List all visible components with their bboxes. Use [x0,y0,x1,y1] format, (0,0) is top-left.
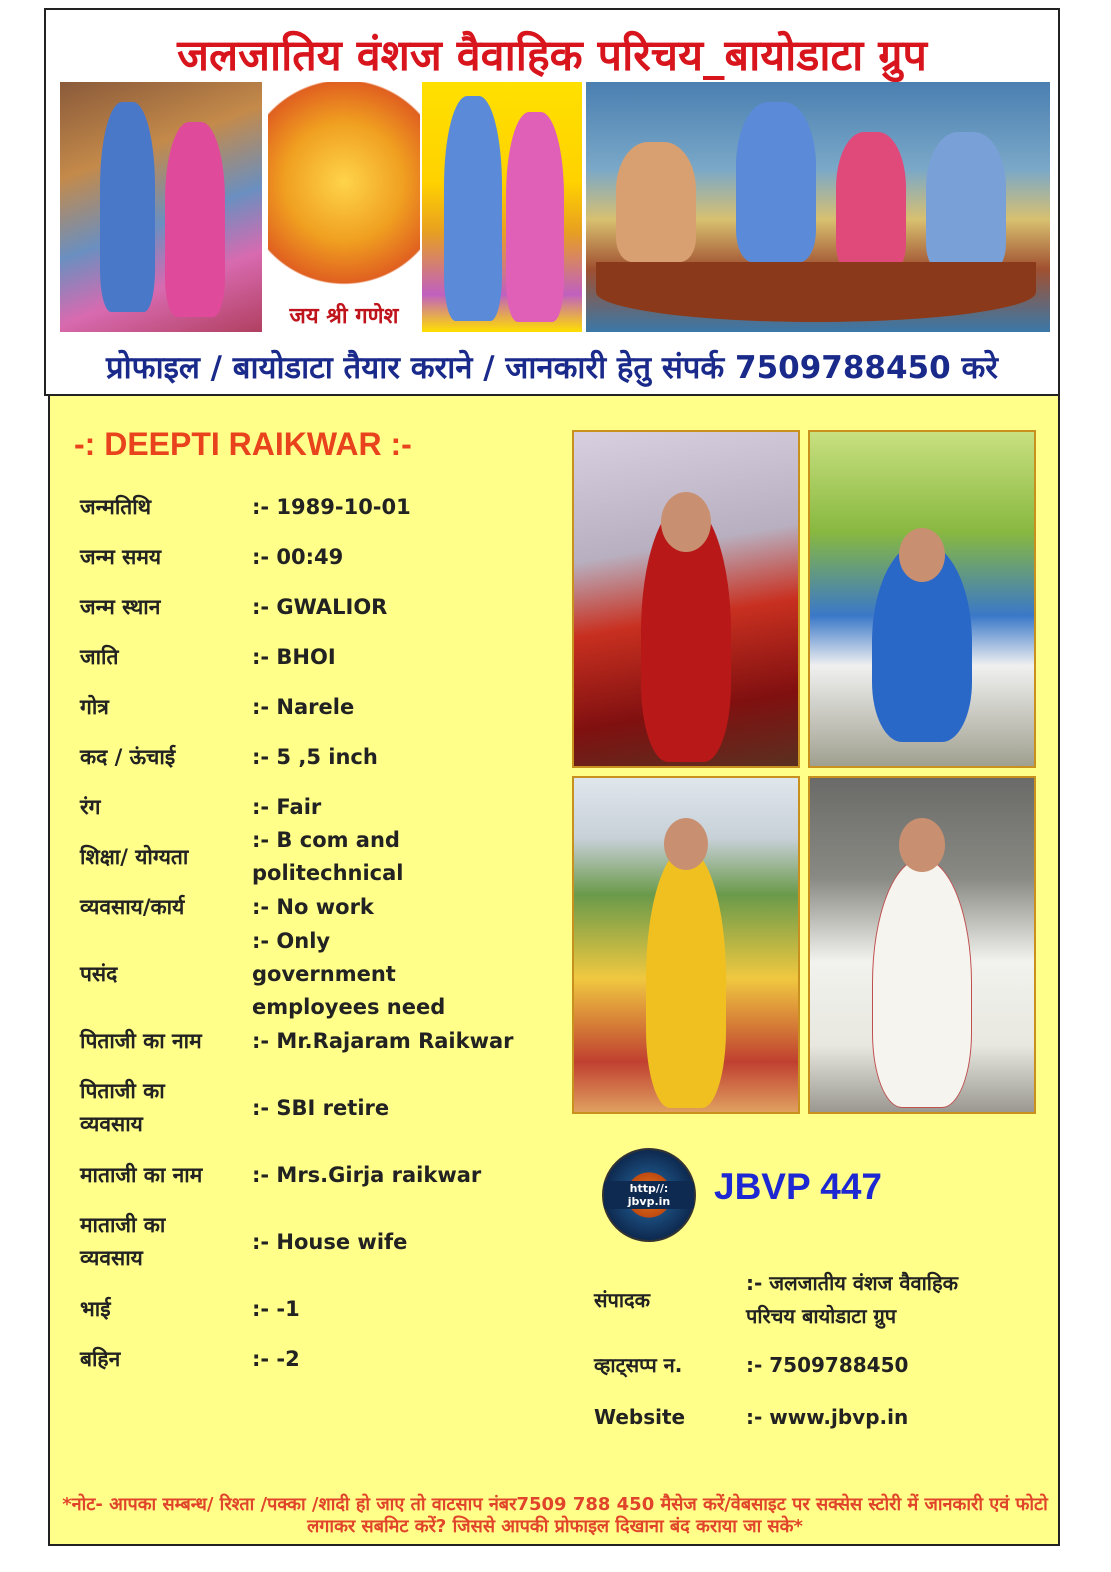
detail-value: :- House wife [252,1229,408,1254]
detail-row-mother-name [80,1150,550,1200]
profile-photo-3 [572,776,800,1114]
profile-details [80,482,550,1384]
detail-label: पिताजी का नाम [80,1028,202,1053]
profile-photo-1 [572,430,800,768]
profile-photo-4 [808,776,1036,1114]
detail-label: माताजी का व्यवसाय [80,1213,166,1270]
detail-label: शिक्षा/ योग्यता [80,844,189,869]
boat-image [586,82,1050,332]
detail-value: :- Only government employees need [252,928,446,1019]
detail-row-education [80,828,550,885]
detail-label: भाई [80,1296,111,1321]
editor-label: संपादक [594,1287,651,1312]
detail-value: :- SBI retire [252,1095,390,1120]
editor-value: :- जलजातीय वंशज वैवाहिक परिचय बायोडाटा ग्रुप [746,1271,958,1328]
detail-row-mother-occupation [80,1200,550,1284]
detail-value: :- 00:49 [252,544,344,569]
detail-label: व्यवसाय/कार्य [80,894,185,919]
detail-value: :- GWALIOR [252,594,388,619]
ganesh-caption: जय श्री गणेश [268,300,420,330]
biodata-body [48,396,1060,1546]
editor-row-website [594,1392,1054,1442]
detail-row-birth-time [80,532,550,582]
editor-value: :- www.jbvp.in [746,1404,909,1429]
detail-value: :- BHOI [252,644,336,669]
detail-value: :- Fair [252,794,322,819]
detail-value: :- 5 ,5 inch [252,744,378,769]
profile-photo-2 [808,430,1036,768]
detail-value: :- B com and politechnical [252,828,404,885]
detail-label: कद / ऊंचाई [80,744,176,769]
header-banner [44,8,1060,396]
profile-name: -: DEEPTI RAIKWAR :- [74,426,412,462]
footer-note: *नोट- आपका सम्बन्ध/ रिश्ता /पक्का /शादी हो जाए तो वाटसाप नंबर7509 788 450 मैसेज करें/वेबसाइट पर सक्सेस स्टोरी में जानकारी एवं फोटो लगाकर सबमिट करें? जिससे आपकी प्रोफाइल दिखाना बंद कराया जा सके* [62,1494,1048,1537]
detail-label: रंग [80,794,101,819]
editor-info [594,1262,1054,1442]
detail-row-height [80,732,550,782]
detail-row-father-occupation [80,1066,550,1150]
jbvp-logo [602,1148,696,1242]
detail-label: बहिन [80,1346,121,1371]
ram-sita-image-2 [422,82,582,332]
editor-row-whatsapp [594,1338,1054,1392]
detail-row-father-name [80,1016,550,1066]
detail-row-dob [80,482,550,532]
contact-line: प्रोफाइल / बायोडाटा तैयार कराने / जानकारी हेतु संपर्क 7509788450 करे [106,350,998,386]
logo-text: http//: jbvp.in [604,1181,694,1209]
detail-value: :- -2 [252,1346,300,1371]
detail-label: पसंद [80,961,118,986]
editor-label: Website [594,1404,686,1429]
detail-label: माताजी का नाम [80,1162,203,1187]
detail-value: :- Narele [252,694,355,719]
detail-value: :- 1989-10-01 [252,494,411,519]
detail-value: :- -1 [252,1296,300,1321]
banner-images [60,82,1050,332]
detail-value: :- Mrs.Girja raikwar [252,1162,482,1187]
detail-row-brothers [80,1284,550,1334]
ram-sita-image-1 [60,82,262,332]
detail-label: जन्मतिथि [80,494,152,519]
profile-id: JBVP 447 [714,1166,882,1207]
detail-value: :- No work [252,894,374,919]
detail-label: गोत्र [80,694,109,719]
editor-row-editor [594,1262,1054,1338]
photo-grid [572,430,1036,1116]
detail-row-preference [80,928,550,1019]
detail-label: पिताजी का व्यवसाय [80,1079,165,1136]
detail-label: जाति [80,644,119,669]
detail-row-sisters [80,1334,550,1384]
editor-label: व्हाट्सप्प न. [594,1352,683,1377]
ganesh-image [268,82,420,332]
detail-label: जन्म स्थान [80,594,161,619]
group-title: जलजातिय वंशज वैवाहिक परिचय_बायोडाटा ग्रुप [177,31,927,81]
detail-label: जन्म समय [80,544,162,569]
editor-value: :- 7509788450 [746,1352,909,1377]
detail-row-caste [80,632,550,682]
detail-value: :- Mr.Rajaram Raikwar [252,1028,514,1053]
detail-row-gotra [80,682,550,732]
detail-row-birth-place [80,582,550,632]
